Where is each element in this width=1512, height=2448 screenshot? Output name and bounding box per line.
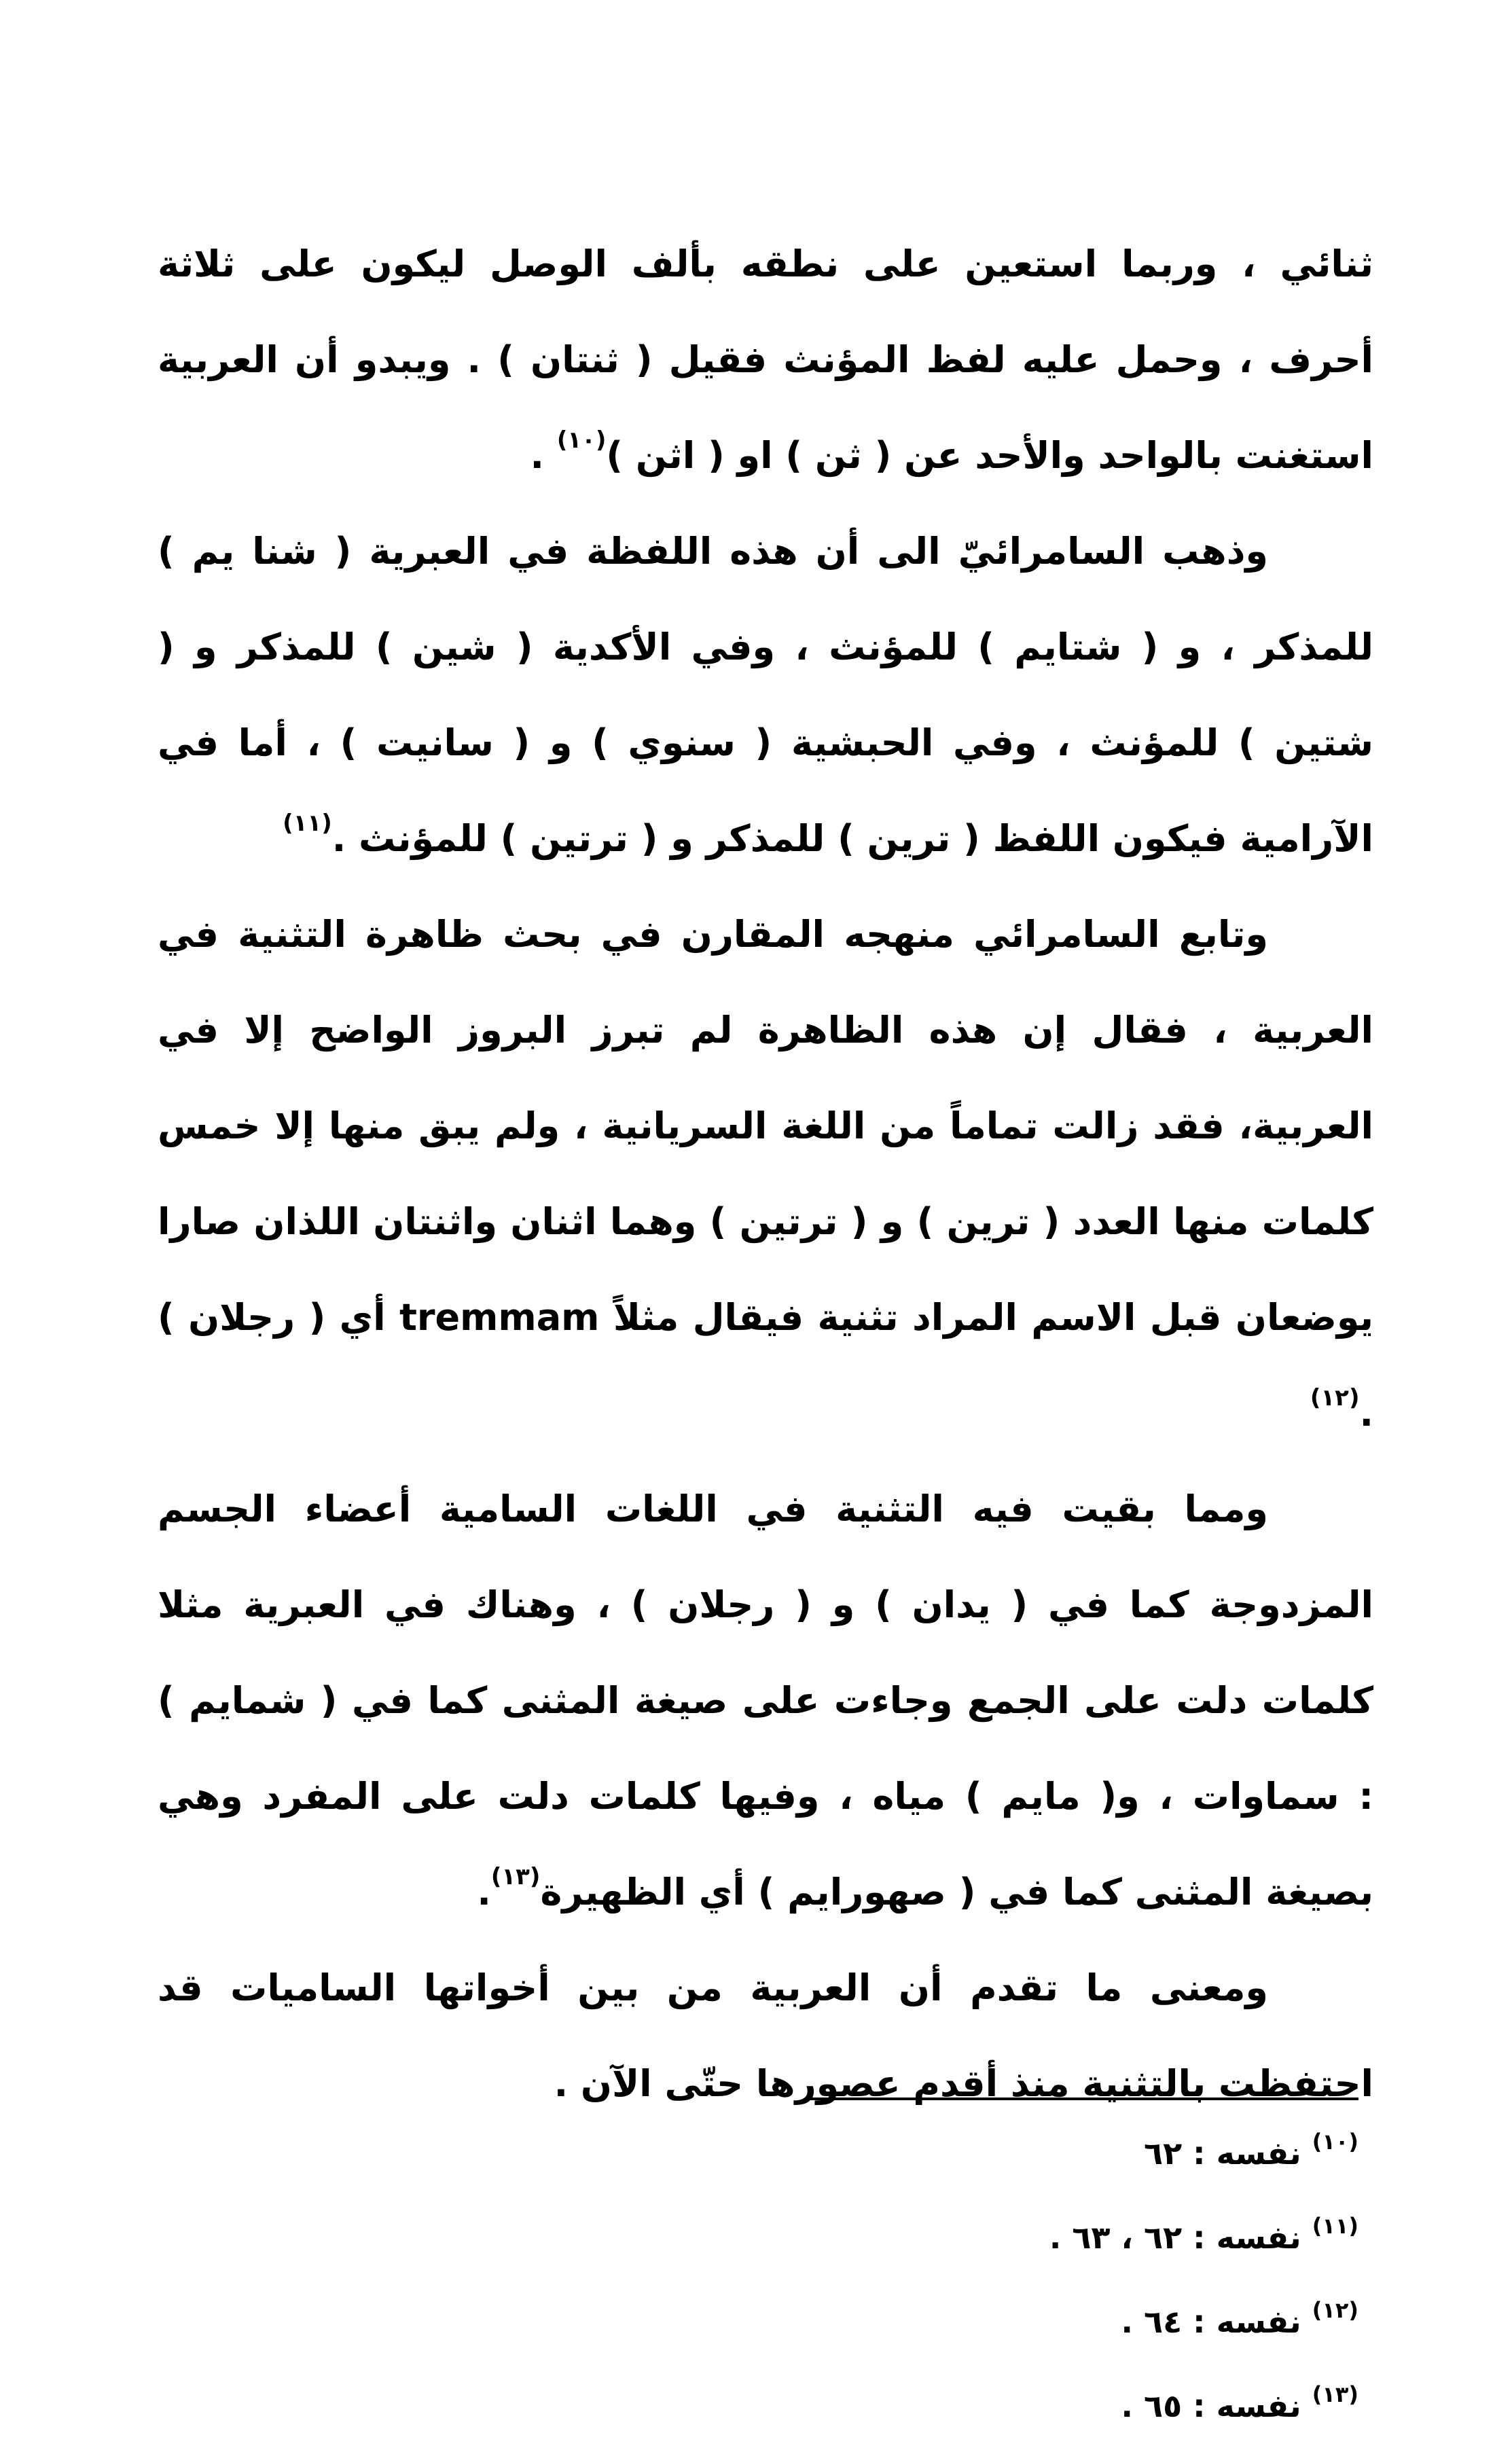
footnote-10-text: نفسه : ٦٢ <box>1144 2135 1312 2172</box>
body-text <box>158 216 1373 2131</box>
footnote-divider <box>805 2098 1358 2100</box>
paragraph-4 <box>158 1461 1373 1940</box>
paragraph-1 <box>158 216 1373 503</box>
paragraph-3 <box>158 886 1373 1461</box>
paragraph-2 <box>158 503 1373 886</box>
footnote-ref-13: (١٣) <box>490 1863 541 1890</box>
footnotes-section <box>805 2111 1358 2448</box>
footnote-12 <box>805 2280 1358 2364</box>
paragraph-5-text: ومعنى ما تقدم أن العربية من بين أخواتها الساميات قد احتفظت بالتثنية منذ أقدم عصورها حتّى الآن . <box>158 1966 1373 2105</box>
footnote-13-text: نفسه : ٦٥ . <box>1121 2388 1312 2424</box>
paragraph-1-tail: . <box>530 434 557 477</box>
footnote-ref-10: (١٠) <box>556 427 607 454</box>
paragraph-2-text: وذهب السامرائيّ الى أن هذه اللفظة في العبرية ( شنا يم ) للمذكر ، و ( شتايم ) للمؤنث ، وفي الأكدية ( شين ) للمذكر و ( شتين ) للمؤنث ، وفي الحبشية ( سنوي ) و ( سانيت ) ، أما في الآرامية فيكون اللفظ ( ترين ) للمذكر و ( ترتين ) للمؤنث . <box>158 530 1373 860</box>
footnote-13 <box>805 2364 1358 2448</box>
footnote-ref-11: (١١) <box>283 810 332 837</box>
footnote-10-number: (١٠) <box>1312 2129 1358 2155</box>
paragraph-4-text: ومما بقيت فيه التثنية في اللغات السامية أعضاء الجسم المزدوجة كما في ( يدان ) و ( رجلان ) ، وهناك في العبرية مثلا كلمات دلت على الجمع وجاءت على صيغة المثنى كما في ( شمايم ) : سماوات ، و( مايم ) مياه ، وفيها كلمات دلت على المفرد وهي بصيغة المثنى كما في ( صهورايم ) أي الظهيرة <box>158 1488 1373 1913</box>
paragraph-5 <box>158 1940 1373 2131</box>
footnote-13-number: (١٣) <box>1312 2381 1358 2407</box>
footnote-11 <box>805 2195 1358 2280</box>
paragraph-1-text: ثنائي ، وربما استعين على نطقه بألف الوصل ليكون على ثلاثة أحرف ، وحمل عليه لفظ المؤنث فقيل ( ثنتان ) . ويبدو أن العربية استغنت بالواحد والأحد عن ( ثن ) او ( اثن ) <box>158 242 1373 477</box>
footnote-12-text: نفسه : ٦٤ . <box>1121 2303 1312 2340</box>
footnote-ref-12: (١٢) <box>1310 1384 1360 1411</box>
footnote-11-text: نفسه : ٦٢ ، ٦٣ . <box>1049 2219 1312 2256</box>
paragraph-4-tail: . <box>477 1871 491 1913</box>
paragraph-3-text: وتابع السامرائي منهجه المقارن في بحث ظاهرة التثنية في العربية ، فقال إن هذه الظاهرة لم تبرز البروز الواضح إلا في العربية، فقد زالت تماماً من اللغة السريانية ، ولم يبق منها إلا خمس كلمات منها العدد ( ترين ) و ( ترتين ) وهما اثنان واثنتان اللذان صارا يوضعان قبل الاسم المراد تثنية فيقال مثلاً tremmam أي ( رجلان ) . <box>158 913 1374 1435</box>
footnote-12-number: (١٢) <box>1312 2297 1358 2323</box>
footnote-11-number: (١١) <box>1312 2213 1358 2239</box>
footnote-10 <box>805 2111 1358 2195</box>
